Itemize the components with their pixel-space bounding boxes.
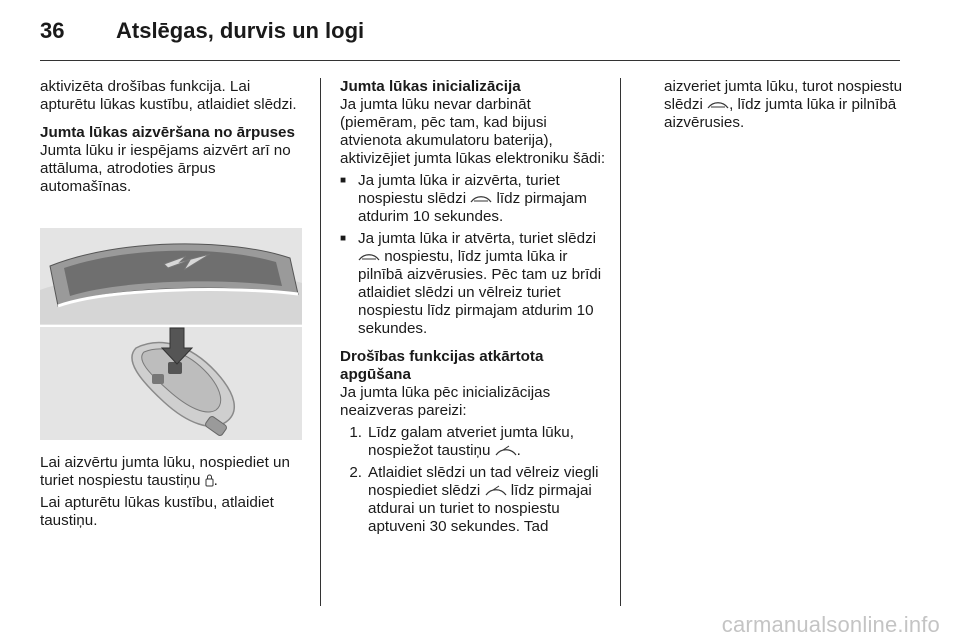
bullet-item: ■ Ja jumta lūka ir aizvērta, turiet nospiestu slēdzi līdz pirmajam atdurim 10 sekundes. bbox=[340, 172, 587, 225]
section-heading: Jumta lūkas aizvēršana no ārpuses bbox=[40, 124, 295, 141]
paragraph: Lai apturētu lūkas kustību, atlaidiet taustiņu. bbox=[40, 494, 274, 529]
paragraph: Ja jumta lūka pēc inicializācijas neaizveras pareizi: bbox=[340, 384, 551, 419]
column-divider bbox=[320, 78, 321, 606]
column-divider bbox=[620, 78, 621, 606]
section-heading: Jumta lūkas inicializācija bbox=[340, 78, 521, 95]
paragraph: Jumta lūku ir iespējams aizvērt arī no attāluma, atrodoties ārpus automašīnas. bbox=[40, 142, 291, 195]
sunroof-open-icon bbox=[485, 485, 507, 497]
sunroof-close-icon bbox=[707, 100, 729, 110]
bullet-marker: ■ bbox=[340, 175, 347, 186]
page-title: Atslēgas, durvis un logi bbox=[116, 18, 365, 43]
sunroof-open-icon bbox=[495, 445, 517, 457]
sunroof-close-icon bbox=[470, 194, 492, 204]
header-rule bbox=[40, 60, 900, 61]
numbered-step: 1. Līdz galam atveriet jumta lūku, nospiežot taustiņu . bbox=[349, 424, 574, 459]
paragraph: aizveriet jumta lūku, turot nospiestu slēdzi , līdz jumta lūka ir pilnībā aizvērusies. bbox=[664, 78, 903, 131]
bullet-item: ■ Ja jumta lūka ir atvērta, turiet slēdzi nospiestu, līdz jumta lūka ir pilnībā aizvērusies. Pēc tam uz brīdi atlaidiet slēdzi un vēlreiz turiet nospiestu līdz pirmajam atdurim 10 sekundes. bbox=[340, 230, 602, 337]
paragraph: Ja jumta lūku nevar darbināt (piemēram, pēc tam, kad bijusi atvienota akumulatoru baterija), aktivizējiet jumta lūkas elektroniku šādi: bbox=[340, 96, 606, 167]
page-number: 36 bbox=[40, 18, 65, 43]
column-2 bbox=[340, 78, 608, 536]
paragraph: Lai aizvērtu jumta lūku, nospiediet un turiet nospiestu taustiņu . bbox=[40, 454, 290, 489]
section-heading: Drošības funkcijas atkārtota apgūšana bbox=[340, 348, 544, 383]
watermark: carmanualsonline.info bbox=[721, 612, 940, 637]
column-1 bbox=[40, 78, 308, 196]
sunroof-close-icon bbox=[358, 252, 380, 262]
bullet-marker: ■ bbox=[340, 233, 347, 244]
column-3 bbox=[664, 78, 904, 132]
numbered-step: 2. Atlaidiet slēdzi un tad vēlreiz viegli nospiediet slēdzi līdz pirmajai atdurai un turiet to nospiestu aptuveni 30 sekundes. Tad bbox=[349, 464, 599, 535]
key-lock-button-icon bbox=[205, 474, 214, 487]
paragraph: aktivizēta drošības funkcija. Lai apturētu lūkas kustību, atlaidiet slēdzi. bbox=[40, 78, 297, 113]
sunroof-key-illustration bbox=[40, 228, 302, 440]
column-1-lower bbox=[40, 454, 308, 530]
